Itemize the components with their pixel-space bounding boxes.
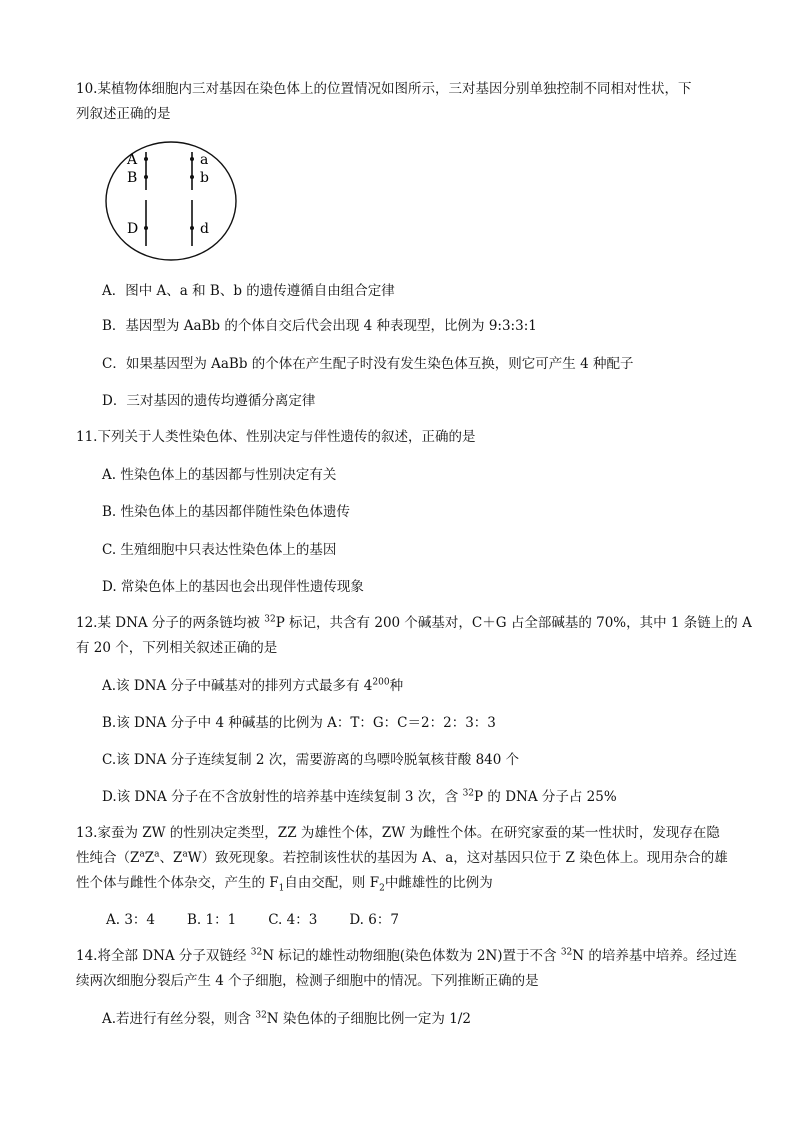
locus-B [144, 175, 148, 179]
locus-a [190, 157, 194, 161]
q10-stem-line2: 列叙述正确的是 [76, 106, 171, 122]
label-D: D [127, 221, 139, 237]
q11-option-a: A. 性染色体上的基因都与性别决定有关 [102, 467, 337, 483]
q10-option-b: B．基因型为 AaBb 的个体自交后代会出现 4 种表现型，比例为 9:3:3:1 [102, 318, 537, 334]
q12-option-c: C.该 DNA 分子连续复制 2 次，需要游离的鸟嘌呤脱氧核苷酸 840 个 [102, 752, 520, 768]
q13-stem-line3: 性个体与雌性个体杂交，产生的 $F_1$自由交配，则 $F_2$中雌雄性的比例为 [76, 875, 493, 894]
q11-option-b: B. 性染色体上的基因都伴随性染色体遗传 [102, 504, 351, 520]
q12-stem-line2: 有 20 个，下列相关叙述正确的是 [76, 640, 278, 656]
q11-option-c: C. 生殖细胞中只表达性染色体上的基因 [102, 542, 337, 558]
label-A: A [127, 152, 138, 168]
q14-stem-line2: 续两次细胞分裂后产生 4 个子细胞，检测子细胞中的情况。下列推断正确的是 [76, 973, 539, 989]
q11-stem: 11.下列关于人类性染色体、性别决定与伴性遗传的叙述，正确的是 [76, 429, 476, 445]
q13-choice-d: D. 6：7 [349, 912, 399, 928]
q13-choices [106, 911, 794, 929]
q10-option-d: D．三对基因的遗传均遵循分离定律 [102, 393, 316, 409]
q14-stem-line1: 14.将全部 DNA 分子双链经 $^{32}$N 标记的雄性动物细胞(染色体数为 2N)置于不含 $^{32}$N 的培养基中培养。经过连 [76, 947, 737, 964]
q13-choice-b: B. 1：1 [187, 912, 237, 928]
locus-d [190, 226, 194, 230]
q10-stem-line1: 10.某植物体细胞内三对基因在染色体上的位置情况如图所示，三对基因分别单独控制不同相对性状，下 [76, 81, 692, 97]
chromosome-diagram [104, 140, 238, 262]
locus-D [144, 226, 148, 230]
cell-outline [106, 142, 236, 260]
q12-option-b: B.该 DNA 分子中 4 种碱基的比例为 A：T：G：C＝2：2：3：3 [102, 715, 496, 731]
q14-option-a: A.若进行有丝分裂，则含 $^{32}$N 染色体的子细胞比例一定为 1/2 [102, 1010, 471, 1027]
q13-stem-line1: 13.家蚕为 ZW 的性别决定类型，ZZ 为雄性个体，ZW 为雌性个体。在研究家蚕的某一性状时，发现存在隐 [76, 825, 720, 841]
locus-b [190, 175, 194, 179]
q13-choice-a: A. 3：4 [106, 912, 156, 928]
q12-option-a: A.该 DNA 分子中碱基对的排列方式最多有 $4^{200}$种 [102, 677, 404, 694]
label-d: d [200, 221, 209, 237]
label-B: B [127, 170, 138, 186]
label-a: a [200, 152, 209, 168]
q11-option-d: D. 常染色体上的基因也会出现伴性遗传现象 [102, 579, 364, 595]
q12-option-d: D.该 DNA 分子在不含放射性的培养基中连续复制 3 次，含 $^{32}$P 的 DNA 分子占 25% [102, 788, 617, 805]
q12-stem-line1: 12.某 DNA 分子的两条链均被 $^{32}$P 标记，共含有 200 个碱基对，C＋G 占全部碱基的 70%，其中 1 条链上的 A [76, 614, 752, 631]
q13-stem-line2: 性纯合（$Z^aZ^a$、$Z^aW$）致死现象。若控制该性状的基因为 A、a，这对基因只位于 Z 染色体上。现用杂合的雄 [76, 849, 728, 866]
q10-option-c: C．如果基因型为 AaBb 的个体在产生配子时没有发生染色体互换，则它可产生 4 种配子 [102, 356, 634, 372]
label-b: b [200, 170, 209, 186]
q10-option-a: A．图中 A、a 和 B、b 的遗传遵循自由组合定律 [102, 283, 395, 299]
q13-choice-c: C. 4：3 [268, 912, 318, 928]
locus-A [144, 157, 148, 161]
